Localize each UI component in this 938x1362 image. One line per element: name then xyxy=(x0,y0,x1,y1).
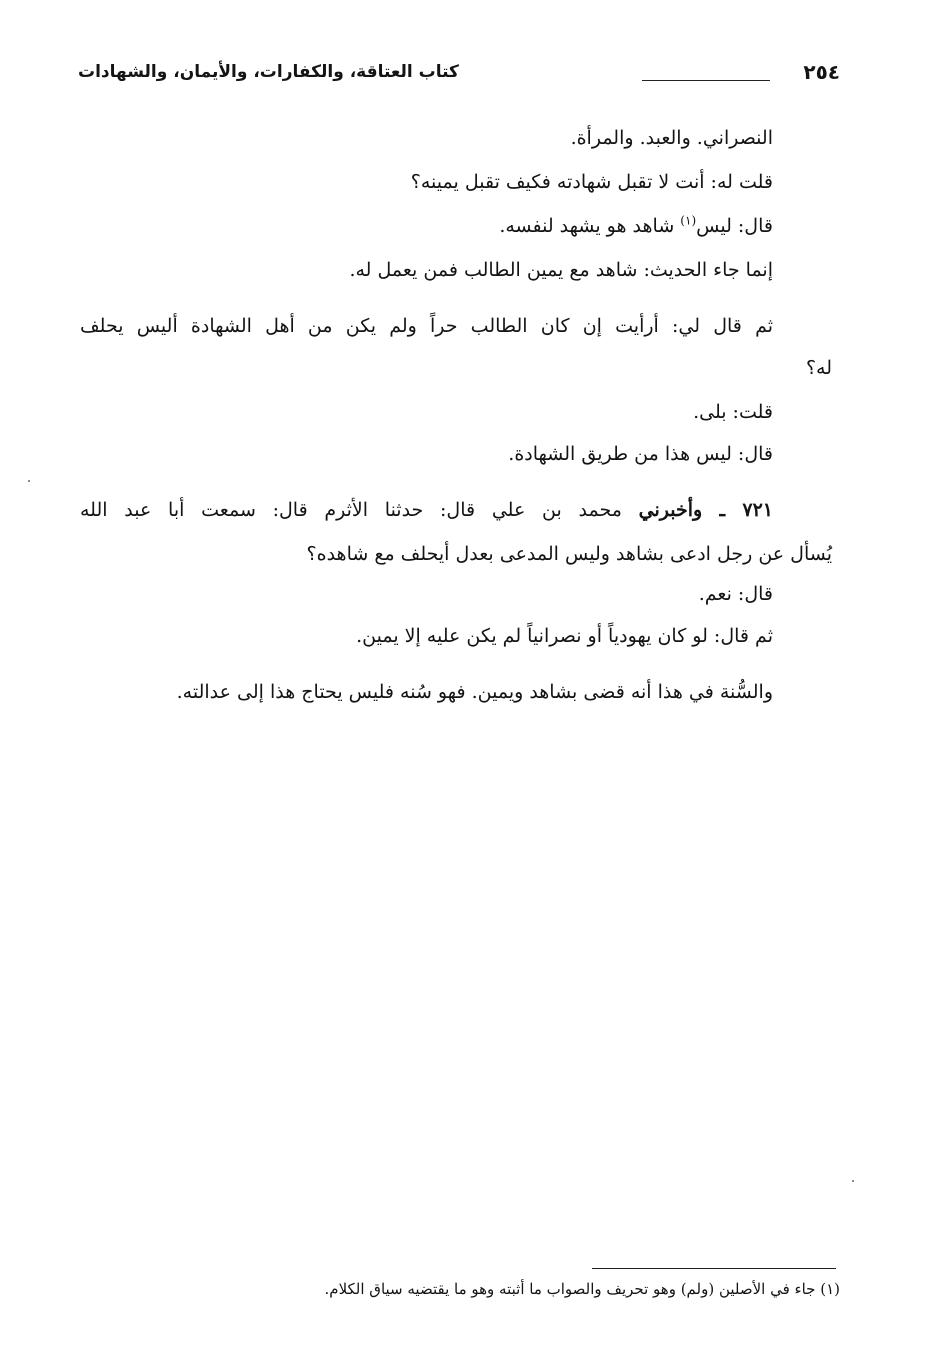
text-line: ثم قال: لو كان يهودياً أو نصرانياً لم يكن عليه إلا يمين. xyxy=(356,625,773,647)
header-rule xyxy=(642,80,770,81)
text-line: ثم قال لي: أرأيت إن كان الطالب حراً ولم يكن من أهل الشهادة أليس يحلف xyxy=(80,315,773,337)
text-segment: قال: ليس xyxy=(696,215,773,237)
footnote: (١) جاء في الأصلين (ولم) وهو تحريف والصواب ما أثبته وهو ما يقتضيه سياق الكلام. xyxy=(324,1280,840,1298)
text-line xyxy=(80,496,773,524)
hadith-number: ٧٢١ ـ وأخبرني xyxy=(638,499,773,521)
text-line: قال: نعم. xyxy=(698,583,773,605)
text-line: والسُّنة في هذا أنه قضى بشاهد ويمين. فهو سُنه فليس يحتاج هذا إلى عدالته. xyxy=(176,681,773,703)
text-line: إنما جاء الحديث: شاهد مع يمين الطالب فمن يعمل له. xyxy=(349,259,773,281)
text-segment: شاهد هو يشهد لنفسه. xyxy=(499,215,681,237)
page-number: ٢٥٤ xyxy=(803,60,840,84)
text-line: قلت: بلى. xyxy=(693,401,773,423)
footnote-rule xyxy=(592,1268,836,1269)
text-line: له؟ xyxy=(805,357,832,379)
text-line: يُسأل عن رجل ادعى بشاهد وليس المدعى بعدل أيحلف مع شاهده؟ xyxy=(306,543,832,565)
text-line: قال: ليس هذا من طريق الشهادة. xyxy=(508,443,773,465)
scan-speck xyxy=(852,1180,854,1182)
page-header xyxy=(78,58,840,94)
text-line: النصراني. والعبد. والمرأة. xyxy=(570,127,773,149)
text-segment: محمد بن علي قال: حدثنا الأثرم قال: سمعت أبا عبد الله xyxy=(80,499,639,521)
footnote-marker: (١) xyxy=(680,213,697,228)
text-line xyxy=(499,212,773,240)
running-title: كتاب العتاقة، والكفارات، والأيمان، والشهادات xyxy=(78,62,459,82)
text-line: قلت له: أنت لا تقبل شهادته فكيف تقبل يمينه؟ xyxy=(410,171,773,193)
scan-speck xyxy=(28,480,30,482)
